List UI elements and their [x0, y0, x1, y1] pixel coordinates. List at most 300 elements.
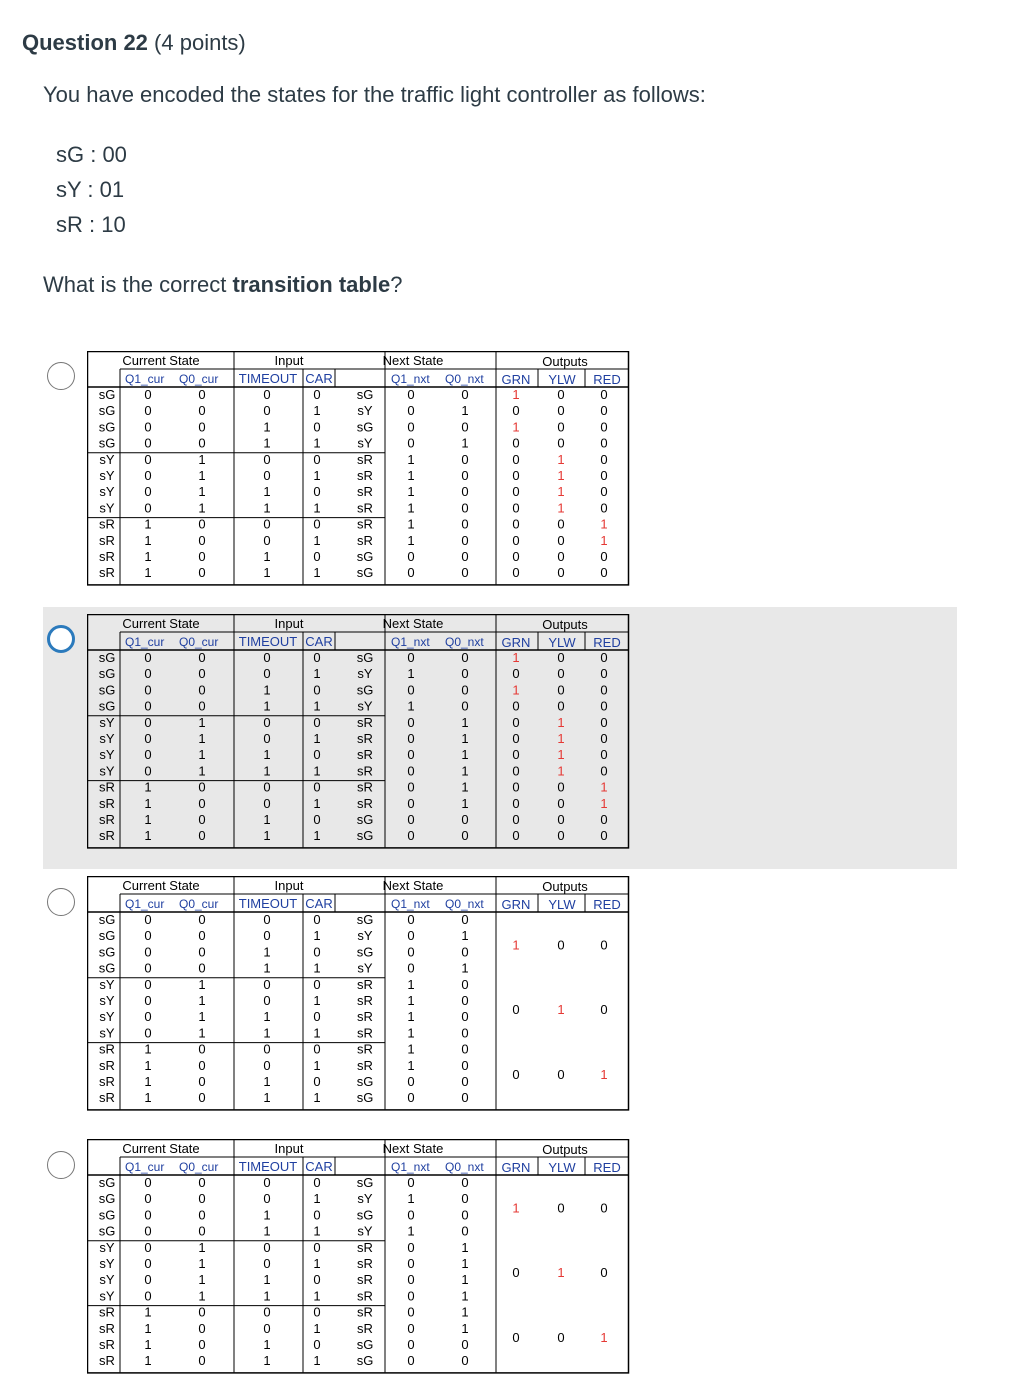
cell-q0-nxt: 0 — [461, 650, 469, 665]
group-output-grn: 0 — [512, 1330, 520, 1345]
cell-timeout: 0 — [263, 387, 271, 402]
cell-state: sR — [99, 1090, 115, 1106]
header-next-state: Next State — [382, 353, 444, 368]
cell-red: 1 — [600, 779, 608, 795]
cell-timeout: 0 — [263, 779, 271, 795]
cell-timeout: 0 — [263, 714, 271, 730]
cell-timeout: 0 — [263, 650, 271, 665]
encoding-sg: sG : 00 — [56, 142, 127, 167]
cell-q0-nxt: 0 — [461, 565, 469, 581]
header-input: Input — [274, 616, 304, 631]
cell-ylw: 1 — [557, 714, 565, 730]
cell-q1-cur: 0 — [144, 468, 152, 483]
cell-car: 0 — [313, 1074, 321, 1089]
cell-q0-nxt: 0 — [461, 912, 469, 927]
radio-option-c[interactable] — [47, 888, 75, 916]
cell-q0-cur: 0 — [198, 1074, 206, 1089]
cell-timeout: 1 — [263, 549, 271, 564]
transition-table-b — [87, 614, 631, 854]
cell-state: sG — [98, 698, 116, 714]
cell-q0-nxt: 0 — [461, 1057, 469, 1073]
cell-q1-nxt: 0 — [407, 1353, 415, 1369]
cell-q0-cur: 0 — [198, 565, 206, 581]
cell-next-state: sG — [356, 682, 374, 698]
cell-q0-cur: 1 — [198, 1239, 206, 1255]
cell-next-state: sG — [356, 1090, 374, 1106]
cell-q0-cur: 0 — [198, 779, 206, 795]
cell-red: 0 — [600, 435, 608, 451]
cell-timeout: 1 — [263, 1207, 271, 1223]
cell-q1-nxt: 1 — [407, 532, 415, 548]
cell-timeout: 0 — [263, 1057, 271, 1073]
cell-next-state: sG — [356, 812, 374, 827]
cell-next-state: sR — [357, 468, 373, 483]
cell-state: sG — [98, 387, 116, 402]
cell-ylw: 0 — [557, 779, 565, 795]
cell-q1-cur: 1 — [144, 1090, 152, 1106]
cell-grn: 0 — [512, 731, 520, 746]
cell-car: 1 — [313, 698, 321, 714]
cell-red: 0 — [600, 731, 608, 746]
cell-state: sY — [99, 763, 115, 779]
cell-ylw: 0 — [557, 565, 565, 581]
encoding-sy: sY : 01 — [56, 177, 125, 202]
cell-q0-nxt: 0 — [461, 451, 469, 467]
cell-q0-cur: 0 — [198, 1090, 206, 1106]
cell-next-state: sG — [356, 828, 374, 844]
cell-timeout: 1 — [263, 500, 271, 516]
cell-q1-cur: 0 — [144, 1175, 152, 1190]
cell-red: 1 — [600, 532, 608, 548]
cell-q1-cur: 0 — [144, 1025, 152, 1041]
cell-state: sG — [98, 403, 116, 419]
header-next-state: Next State — [382, 616, 444, 631]
cell-car: 0 — [313, 650, 321, 665]
cell-q1-nxt: 1 — [407, 698, 415, 714]
cell-q1-cur: 0 — [144, 960, 152, 976]
cell-q1-nxt: 0 — [407, 549, 415, 564]
cell-q1-cur: 0 — [144, 698, 152, 714]
group-output-red: 1 — [600, 1067, 608, 1082]
cell-q1-cur: 0 — [144, 1207, 152, 1223]
cell-red: 1 — [600, 516, 608, 532]
cell-car: 1 — [313, 993, 321, 1008]
header-next-state: Next State — [382, 1141, 444, 1156]
cell-q0-cur: 0 — [198, 682, 206, 698]
cell-red: 0 — [600, 468, 608, 483]
cell-state: sR — [99, 549, 115, 564]
header-input: Input — [274, 878, 304, 893]
cell-car: 0 — [313, 1175, 321, 1190]
cell-next-state: sY — [357, 698, 373, 714]
cell-ylw: 0 — [557, 549, 565, 564]
cell-q1-cur: 0 — [144, 435, 152, 451]
radio-option-a[interactable] — [47, 362, 75, 390]
header-q1-cur: Q1_cur — [125, 897, 165, 911]
cell-q1-nxt: 0 — [407, 1320, 415, 1336]
cell-state: sR — [99, 1041, 115, 1057]
cell-q0-cur: 1 — [198, 1272, 206, 1288]
cell-car: 0 — [313, 1207, 321, 1223]
cell-q1-nxt: 0 — [407, 1090, 415, 1106]
cell-ylw: 0 — [557, 795, 565, 811]
cell-next-state: sG — [356, 912, 374, 927]
cell-timeout: 1 — [263, 698, 271, 714]
cell-q1-nxt: 0 — [407, 828, 415, 844]
cell-next-state: sG — [356, 565, 374, 581]
cell-q0-nxt: 0 — [461, 1223, 469, 1239]
cell-car: 1 — [313, 435, 321, 451]
cell-car: 1 — [313, 1256, 321, 1271]
header-grn: GRN — [501, 897, 531, 912]
cell-next-state: sR — [357, 1320, 373, 1336]
cell-red: 0 — [600, 812, 608, 827]
cell-next-state: sR — [357, 779, 373, 795]
cell-state: sG — [98, 682, 116, 698]
cell-ylw: 0 — [557, 419, 565, 435]
cell-q0-nxt: 0 — [461, 682, 469, 698]
transition-table-d — [87, 1139, 631, 1379]
cell-q1-cur: 1 — [144, 1320, 152, 1336]
cell-car: 1 — [313, 1223, 321, 1239]
cell-q1-cur: 1 — [144, 565, 152, 581]
cell-state: sR — [99, 795, 115, 811]
cell-q0-cur: 1 — [198, 468, 206, 483]
group-output-grn: 0 — [512, 1265, 520, 1281]
header-red: RED — [593, 372, 621, 387]
cell-car: 0 — [313, 714, 321, 730]
header-q0-nxt: Q0_nxt — [445, 372, 484, 386]
cell-timeout: 1 — [263, 419, 271, 435]
cell-q0-cur: 0 — [198, 1191, 206, 1207]
cell-q1-cur: 0 — [144, 682, 152, 698]
group-output-red: 0 — [600, 1265, 608, 1281]
header-red: RED — [593, 1160, 621, 1175]
cell-next-state: sG — [356, 650, 374, 665]
cell-car: 1 — [313, 666, 321, 682]
cell-q1-nxt: 0 — [407, 1207, 415, 1223]
cell-q0-cur: 0 — [198, 1207, 206, 1223]
cell-q0-nxt: 0 — [461, 812, 469, 827]
cell-car: 1 — [313, 403, 321, 419]
header-next-state: Next State — [382, 878, 444, 893]
cell-state: sR — [99, 828, 115, 844]
cell-q0-cur: 0 — [198, 1041, 206, 1057]
cell-timeout: 1 — [263, 484, 271, 500]
cell-grn: 0 — [512, 435, 520, 451]
cell-q1-nxt: 0 — [407, 795, 415, 811]
cell-state: sR — [99, 565, 115, 581]
cell-grn: 0 — [512, 403, 520, 419]
cell-q1-nxt: 0 — [407, 403, 415, 419]
cell-next-state: sR — [357, 747, 373, 763]
cell-q1-nxt: 1 — [407, 1057, 415, 1073]
cell-q1-cur: 0 — [144, 1288, 152, 1304]
cell-car: 0 — [313, 549, 321, 564]
header-outputs: Outputs — [542, 354, 588, 369]
cell-timeout: 1 — [263, 1353, 271, 1369]
cell-q1-cur: 1 — [144, 1041, 152, 1057]
header-car: CAR — [305, 1159, 333, 1174]
cell-car: 0 — [313, 976, 321, 992]
cell-car: 0 — [313, 747, 321, 763]
header-q0-cur: Q0_cur — [179, 897, 219, 911]
cell-next-state: sG — [356, 1175, 374, 1190]
cell-q0-cur: 1 — [198, 1288, 206, 1304]
radio-option-b[interactable] — [47, 625, 75, 653]
cell-timeout: 1 — [263, 1272, 271, 1288]
cell-next-state: sR — [357, 484, 373, 500]
cell-car: 0 — [313, 1337, 321, 1352]
cell-next-state: sR — [357, 731, 373, 746]
cell-q0-cur: 0 — [198, 812, 206, 827]
header-q1-cur: Q1_cur — [125, 1160, 165, 1174]
header-red: RED — [593, 897, 621, 912]
cell-q0-cur: 1 — [198, 993, 206, 1008]
transition-table-c — [87, 876, 631, 1116]
cell-timeout: 0 — [263, 1304, 271, 1320]
cell-timeout: 0 — [263, 403, 271, 419]
cell-q0-nxt: 0 — [461, 666, 469, 682]
cell-q0-cur: 0 — [198, 516, 206, 532]
header-q1-cur: Q1_cur — [125, 372, 165, 386]
cell-q1-nxt: 0 — [407, 812, 415, 827]
cell-timeout: 1 — [263, 747, 271, 763]
cell-red: 0 — [600, 666, 608, 682]
cell-state: sR — [99, 779, 115, 795]
cell-state: sY — [99, 451, 115, 467]
question-number: Question 22 — [22, 30, 148, 55]
header-ylw: YLW — [548, 897, 576, 912]
cell-q0-cur: 0 — [198, 1353, 206, 1369]
cell-q0-cur: 0 — [198, 912, 206, 927]
cell-timeout: 0 — [263, 731, 271, 746]
cell-timeout: 0 — [263, 516, 271, 532]
cell-timeout: 0 — [263, 1239, 271, 1255]
group-output-grn: 1 — [512, 937, 520, 953]
group-output-red: 0 — [600, 1002, 608, 1018]
cell-timeout: 1 — [263, 1288, 271, 1304]
cell-timeout: 1 — [263, 960, 271, 976]
cell-next-state: sY — [357, 435, 373, 451]
cell-red: 0 — [600, 387, 608, 402]
cell-ylw: 1 — [557, 451, 565, 467]
cell-timeout: 1 — [263, 1009, 271, 1025]
header-q1-cur: Q1_cur — [125, 635, 165, 649]
header-ylw: YLW — [548, 635, 576, 650]
group-output-grn: 0 — [512, 1002, 520, 1018]
cell-ylw: 0 — [557, 682, 565, 698]
header-input: Input — [274, 1141, 304, 1156]
cell-q0-nxt: 1 — [461, 795, 469, 811]
cell-q1-cur: 0 — [144, 1272, 152, 1288]
cell-timeout: 1 — [263, 435, 271, 451]
prompt-suffix: ? — [390, 272, 403, 297]
cell-state: sR — [99, 1353, 115, 1369]
cell-q0-cur: 1 — [198, 484, 206, 500]
cell-timeout: 0 — [263, 1191, 271, 1207]
transition-table-a — [87, 351, 631, 591]
radio-option-d[interactable] — [47, 1151, 75, 1179]
question-points: (4 points) — [154, 30, 246, 55]
cell-red: 0 — [600, 828, 608, 844]
cell-grn: 0 — [512, 500, 520, 516]
header-timeout: TIMEOUT — [238, 634, 298, 649]
cell-next-state: sR — [357, 1041, 373, 1057]
cell-state: sG — [98, 1191, 116, 1207]
cell-q1-cur: 0 — [144, 403, 152, 419]
cell-timeout: 1 — [263, 565, 271, 581]
cell-q1-nxt: 0 — [407, 1304, 415, 1320]
cell-red: 0 — [600, 698, 608, 714]
cell-q0-nxt: 1 — [461, 714, 469, 730]
cell-grn: 1 — [512, 650, 520, 665]
cell-q0-nxt: 1 — [461, 747, 469, 763]
cell-q0-cur: 0 — [198, 419, 206, 435]
cell-q1-nxt: 0 — [407, 1239, 415, 1255]
header-grn: GRN — [501, 1160, 531, 1175]
cell-state: sY — [99, 1288, 115, 1304]
cell-q1-cur: 1 — [144, 532, 152, 548]
cell-state: sR — [99, 1304, 115, 1320]
cell-car: 1 — [313, 731, 321, 746]
cell-q0-cur: 0 — [198, 1337, 206, 1352]
cell-state: sY — [99, 1009, 115, 1025]
cell-q1-nxt: 1 — [407, 484, 415, 500]
cell-timeout: 0 — [263, 912, 271, 927]
cell-next-state: sR — [357, 1304, 373, 1320]
cell-timeout: 0 — [263, 1175, 271, 1190]
cell-car: 0 — [313, 1304, 321, 1320]
cell-q1-nxt: 0 — [407, 960, 415, 976]
cell-next-state: sY — [357, 1223, 373, 1239]
cell-q0-cur: 0 — [198, 549, 206, 564]
cell-q0-nxt: 0 — [461, 1009, 469, 1025]
cell-q1-cur: 1 — [144, 549, 152, 564]
cell-q0-cur: 1 — [198, 1025, 206, 1041]
header-q1-nxt: Q1_nxt — [391, 372, 430, 386]
cell-car: 0 — [313, 1009, 321, 1025]
cell-car: 1 — [313, 828, 321, 844]
cell-q1-cur: 0 — [144, 714, 152, 730]
cell-next-state: sG — [356, 1074, 374, 1089]
cell-grn: 0 — [512, 565, 520, 581]
cell-red: 0 — [600, 714, 608, 730]
cell-q1-nxt: 0 — [407, 387, 415, 402]
cell-grn: 1 — [512, 682, 520, 698]
cell-q1-cur: 0 — [144, 451, 152, 467]
cell-car: 1 — [313, 500, 321, 516]
cell-q0-cur: 0 — [198, 698, 206, 714]
cell-state: sG — [98, 912, 116, 927]
cell-q0-nxt: 1 — [461, 1272, 469, 1288]
cell-q1-cur: 0 — [144, 1239, 152, 1255]
header-q1-nxt: Q1_nxt — [391, 897, 430, 911]
cell-state: sR — [99, 1320, 115, 1336]
cell-q0-nxt: 0 — [461, 1337, 469, 1352]
header-q0-nxt: Q0_nxt — [445, 635, 484, 649]
cell-state: sY — [99, 747, 115, 763]
cell-red: 0 — [600, 650, 608, 665]
cell-car: 0 — [313, 912, 321, 927]
cell-q0-nxt: 0 — [461, 468, 469, 483]
cell-red: 0 — [600, 419, 608, 435]
header-current-state: Current State — [122, 616, 200, 631]
cell-q1-nxt: 1 — [407, 976, 415, 992]
cell-q1-nxt: 1 — [407, 1041, 415, 1057]
cell-timeout: 0 — [263, 1041, 271, 1057]
cell-q1-nxt: 1 — [407, 666, 415, 682]
cell-q1-cur: 0 — [144, 928, 152, 944]
group-output-ylw: 1 — [557, 1265, 565, 1281]
cell-timeout: 1 — [263, 1337, 271, 1352]
cell-timeout: 1 — [263, 828, 271, 844]
cell-red: 0 — [600, 747, 608, 763]
group-output-ylw: 0 — [557, 937, 565, 953]
cell-state: sG — [98, 1175, 116, 1190]
cell-timeout: 0 — [263, 976, 271, 992]
header-car: CAR — [305, 371, 333, 386]
cell-q0-cur: 0 — [198, 1057, 206, 1073]
cell-q1-cur: 0 — [144, 944, 152, 960]
cell-state: sR — [99, 1337, 115, 1352]
cell-next-state: sG — [356, 944, 374, 960]
cell-q0-nxt: 0 — [461, 484, 469, 500]
cell-q0-nxt: 0 — [461, 1175, 469, 1190]
cell-timeout: 1 — [263, 944, 271, 960]
group-output-red: 1 — [600, 1330, 608, 1345]
cell-car: 0 — [313, 1239, 321, 1255]
cell-q1-nxt: 0 — [407, 763, 415, 779]
cell-q0-cur: 0 — [198, 795, 206, 811]
cell-q1-cur: 1 — [144, 516, 152, 532]
cell-q0-cur: 1 — [198, 714, 206, 730]
cell-next-state: sR — [357, 532, 373, 548]
cell-q0-cur: 1 — [198, 1256, 206, 1271]
cell-q0-cur: 1 — [198, 763, 206, 779]
header-current-state: Current State — [122, 1141, 200, 1156]
cell-next-state: sG — [356, 1207, 374, 1223]
prompt-prefix: What is the correct — [43, 272, 233, 297]
cell-car: 0 — [313, 779, 321, 795]
cell-state: sY — [99, 468, 115, 483]
header-q0-cur: Q0_cur — [179, 1160, 219, 1174]
cell-ylw: 1 — [557, 731, 565, 746]
cell-q0-nxt: 1 — [461, 1256, 469, 1271]
cell-next-state: sR — [357, 714, 373, 730]
cell-ylw: 0 — [557, 698, 565, 714]
header-ylw: YLW — [548, 372, 576, 387]
cell-state: sG — [98, 960, 116, 976]
cell-q0-cur: 1 — [198, 976, 206, 992]
group-output-grn: 1 — [512, 1200, 520, 1216]
cell-state: sY — [99, 1256, 115, 1271]
cell-timeout: 1 — [263, 1074, 271, 1089]
cell-ylw: 1 — [557, 500, 565, 516]
cell-q0-nxt: 0 — [461, 1191, 469, 1207]
cell-timeout: 0 — [263, 451, 271, 467]
cell-q0-nxt: 1 — [461, 1320, 469, 1336]
cell-ylw: 0 — [557, 532, 565, 548]
cell-state: sY — [99, 1239, 115, 1255]
cell-q0-cur: 0 — [198, 650, 206, 665]
header-current-state: Current State — [122, 878, 200, 893]
cell-q1-cur: 0 — [144, 1009, 152, 1025]
cell-car: 1 — [313, 795, 321, 811]
cell-q0-cur: 0 — [198, 532, 206, 548]
cell-ylw: 0 — [557, 435, 565, 451]
cell-grn: 1 — [512, 419, 520, 435]
